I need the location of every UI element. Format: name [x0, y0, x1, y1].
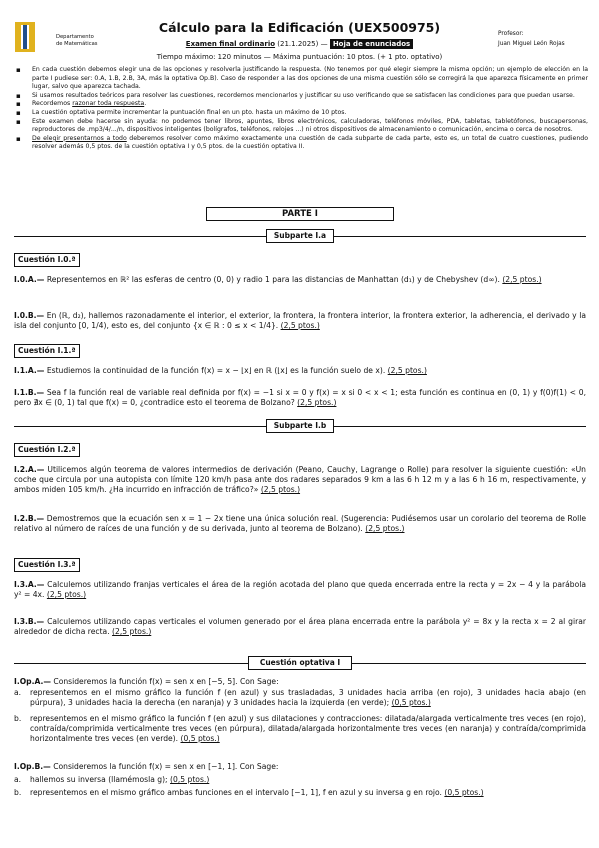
- instruction-item: ▪ Recordemos razonar toda respuesta.: [16, 100, 588, 109]
- subparte-a-heading: Subparte I.a: [266, 229, 334, 243]
- question-0a: I.0.A.— Representemos en ℝ² las esferas de centro (0, 0) y radio 1 para las distancias de Manhattan (d₁) y de Chebyshev (d∞). (2,5 ptos.): [14, 275, 542, 284]
- subparte-b-heading: Subparte I.b: [266, 419, 334, 433]
- parte-heading: PARTE I: [206, 207, 394, 221]
- exam-date: (21.1.2025) —: [277, 40, 328, 48]
- time-and-score: Tiempo máximo: 120 minutos — Máxima puntuación: 10 ptos. (+ 1 pto. optativo): [156, 53, 443, 61]
- question-0b: I.0.B.— En (ℝ, d₂), hallemos razonadamente el interior, el exterior, la frontera, la frontera interior, la frontera exterior, la adherencia, el derivado y la isla del conjunto [0, 1/4), esto es, del conjunto {x ∈ ℝ : 0 ≤ x < 1/4}. (2,5 ptos.): [14, 311, 586, 330]
- question-2-title: Cuestión I.2.ª: [14, 443, 80, 457]
- instruction-item: ▪ En cada cuestión debemos elegir una de las opciones y resolverla justificando la respuesta. (No tenemos por qué elegir siempre la misma opción; un ejemplo de elección en la parte I pudiese ser: 0.A, 1.B, 2.B, 3A, más la optativa Op.B). Caso de responder a las dos opciones de una misma cuestión sólo se corregirá la que aparezca físicamente en primer lugar, salvo que aparezca tachada.: [16, 66, 588, 92]
- exam-label: Examen final ordinario: [185, 40, 276, 48]
- exam-subtitle: [0, 40, 599, 48]
- sheet-label: Hoja de enunciados: [330, 39, 413, 49]
- optional-a-item-b: b. representemos en el mismo gráfico la función f (en azul) y sus dilataciones y contracciones: dilatada/alargada verticalmente tres veces (en rojo), contraída/comprimida verticalmente tres veces (en púrpura), dilatada/alargada horizontalmente tres veces (en naranja) y contraída/comprimida horizontalmente tres veces (en verde). (0,5 ptos.): [14, 714, 586, 743]
- optional-b-item-a: a. hallemos su inversa (llamémosla g); (0,5 ptos.): [14, 775, 210, 784]
- professor-block: Profesor: Juan Miguel León Rojas: [498, 31, 565, 47]
- optativa-heading: Cuestión optativa I: [248, 656, 352, 670]
- question-3-title: Cuestión I.3.ª: [14, 558, 80, 572]
- instructions-list: [16, 66, 588, 152]
- question-0-title: Cuestión I.0.ª: [14, 253, 80, 267]
- question-3a: I.3.A.— Calculemos utilizando franjas verticales el área de la región acotada del plano que queda encerrada entre la recta y = 2x − 4 y la parábola y² = 4x. (2,5 ptos.): [14, 580, 587, 599]
- question-1-title: Cuestión I.1.ª: [14, 344, 80, 358]
- optional-a-item-a: a. representemos en el mismo gráfico la función f (en azul) y sus trasladadas, 3 unidades hacia arriba (en rojo), 3 unidades hacia abajo (en púrpura), 3 unidades hacia la derecha (en naranja) y 3 unidades hacia la izquierda (en verde); (0,5 ptos.): [14, 688, 586, 707]
- instruction-item: ▪ Si usamos resultados teóricos para resolver las cuestiones, recordemos mencionarlos y justificar su uso verificando que se satisfacen las condiciones para que puedan usarse.: [16, 92, 588, 101]
- question-1b: I.1.B.— Sea f la función real de variable real definida por f(x) = −1 si x = 0 y f(x) = x si 0 < x < 1; esta función es continua en (0, 1) y f(0)f(1) < 0, pero ∄x ∈ (0, 1) tal que f(x) = 0, ¿contradice esto el teorema de Bolzano? (2,5 ptos.): [14, 388, 586, 407]
- department-name: Departamento de Matemáticas: [56, 34, 98, 47]
- instruction-item: ▪ Este examen debe hacerse sin ayuda: no podemos tener libros, apuntes, libros electrónicos, calculadoras, teléfonos móviles, PDA, tabletas, tabletófonos, buscapersonas, reproductores de .mp3/4/.../n, dispositivos inteligentes (bolígrafos, teléfonos, relojes ...) ni otros dispositivos de almacenamiento o comunicación, encima o cerca de nosotros.: [16, 118, 588, 135]
- optional-b-intro: I.Op.B.— Consideremos la función f(x) = sen x en [−1, 1]. Con Sage:: [14, 762, 279, 771]
- optional-b-item-b: b. representemos en el mismo gráfico ambas funciones en el intervalo [−1, 1], f en azul y su inversa g en rojo. (0,5 ptos.): [14, 788, 484, 797]
- optional-a-intro: I.Op.A.— Consideremos la función f(x) = sen x en [−5, 5]. Con Sage:: [14, 677, 279, 686]
- question-1a: I.1.A.— Estudiemos la continuidad de la función f(x) = x − ⌊x⌋ en ℝ (⌊x⌋ es la función suelo de x). (2,5 ptos.): [14, 366, 427, 375]
- question-2a: I.2.A.— Utilicemos algún teorema de valores intermedios de derivación (Peano, Cauchy, Lagrange o Rolle) para resolver la siguiente cuestión: «Un coche que circula por una autopista con límite 120 km/h pasa ante dos radares separados 9 km a las 6 h 12 m y a las 6 h 16 m, respectivamente, y ambos miden 105 km/h. ¿Ha incurrido en infracción de tráfico?» (2,5 ptos.): [14, 465, 586, 494]
- question-2b: I.2.B.— Demostremos que la ecuación sen x = 1 − 2x tiene una única solución real. (Sugerencia: Pudiésemos usar un corolario del teorema de Rolle relativo al número de raíces de una función y de su derivada, junto al teorema de Bolzano). (2,5 ptos.): [14, 514, 587, 533]
- question-3b: I.3.B.— Calculemos utilizando capas verticales el volumen generado por el área plana encerrada entre la parábola y² = 8x y la recta x = 2 al girar alrededor de dicha recta. (2,5 ptos.): [14, 617, 586, 636]
- underlined-text: De elegir presentarnos a todo: [32, 134, 127, 142]
- instruction-item: ▪ La cuestión optativa permite incrementar la puntuación final en un pto. hasta un máximo de 10 ptos.: [16, 109, 588, 118]
- exam-title: Cálculo para la Edificación (UEX500975): [158, 20, 441, 35]
- underlined-text: razonar toda respuesta: [72, 100, 145, 108]
- instruction-item: ▪ De elegir presentarnos a todo deberemos resolver como máximo exactamente una cuestión de cada subparte de cada parte, esto es, un total de cuatro cuestiones, pudiendo resolver además 0,5 ptos. de la cuestión optativa I y 0,5 ptos. de la cuestión optativa II.: [16, 135, 588, 152]
